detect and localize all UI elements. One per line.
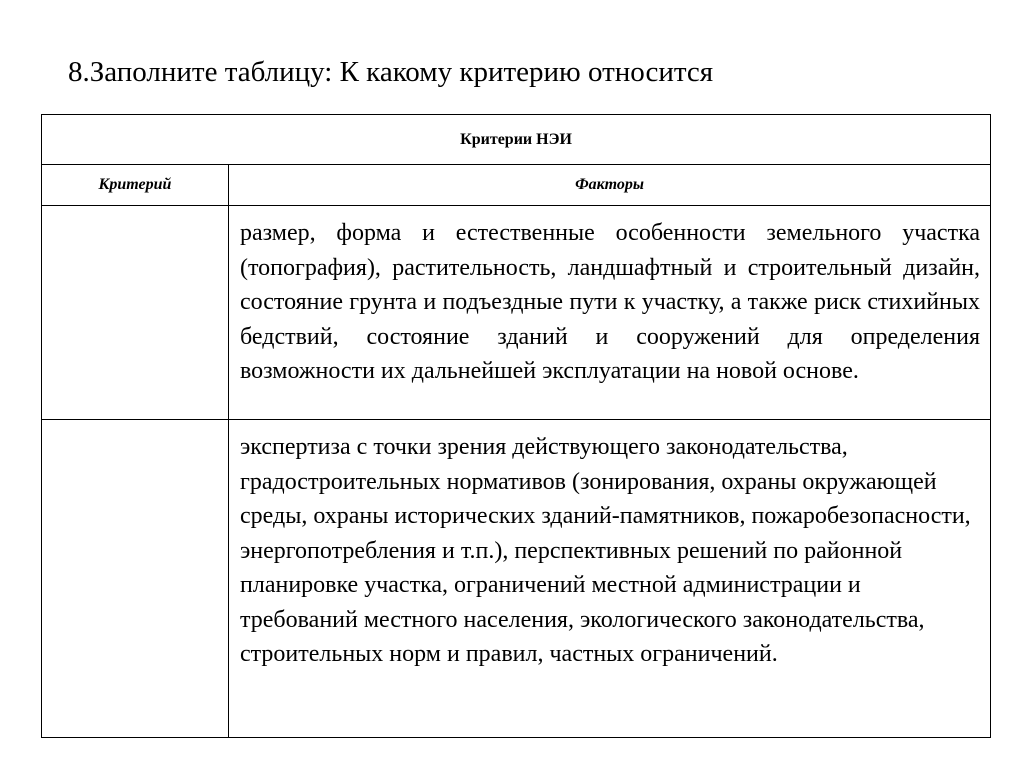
nei-criteria-table bbox=[41, 114, 991, 738]
page-title: 8.Заполните таблицу: К какому критерию относится bbox=[68, 56, 714, 88]
table-row bbox=[42, 206, 991, 420]
table-row bbox=[42, 420, 991, 738]
criterion-cell-1[interactable] bbox=[42, 206, 229, 420]
table-column-header-row bbox=[42, 165, 991, 206]
table-header-row bbox=[42, 115, 991, 165]
criterion-cell-2[interactable] bbox=[42, 420, 229, 738]
table-main-header: Критерии НЭИ bbox=[42, 115, 991, 165]
column-header-criterion: Критерий bbox=[42, 165, 229, 206]
factors-cell-1: размер, форма и естественные особенности земельного участка (топография), растительность, ландшафтный и строительный дизайн, состояние грунта и подъездные пути к участку, а также риск стихийных бедствий, состояние зданий и сооружений для определения возможности их дальнейшей эксплуатации на новой основе. bbox=[229, 206, 991, 420]
factors-cell-2: экспертиза с точки зрения действующего законодательства, градостроительных нормативов (зонирования, охраны окружающей среды, охраны исторических зданий-памятников, пожаробезопасности, энергопотребления и т.п.), перспективных решений по районной планировке участка, ограничений местной администрации и требований местного населения, экологического законодательства, строительных норм и правил, частных ограничений. bbox=[229, 420, 991, 738]
column-header-factors: Факторы bbox=[229, 165, 991, 206]
